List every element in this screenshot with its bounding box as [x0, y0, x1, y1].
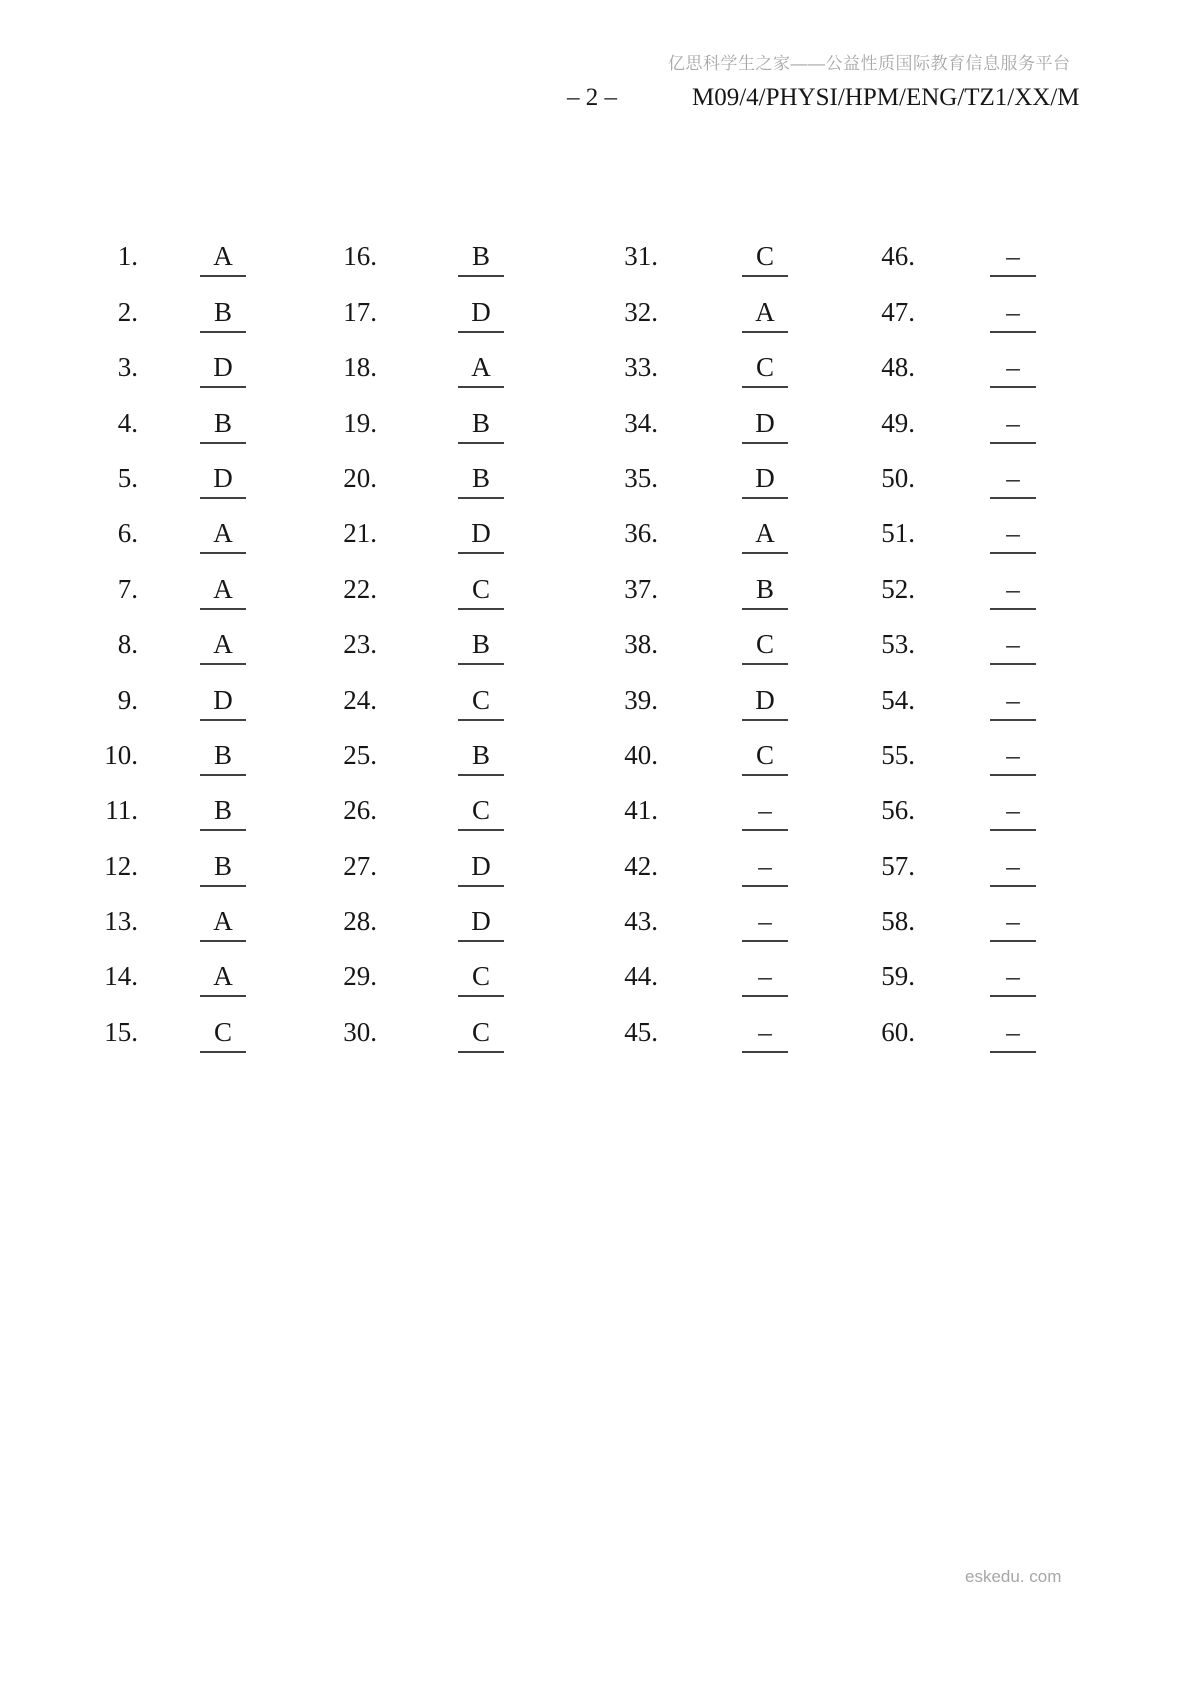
- question-number: 13.: [104, 906, 138, 937]
- answer-cell: [608, 222, 865, 277]
- question-number: 28.: [343, 906, 377, 937]
- answer-value: –: [990, 685, 1036, 721]
- question-number: 35.: [624, 462, 658, 493]
- question-number: 12.: [104, 850, 138, 881]
- question-number: 33.: [624, 352, 658, 383]
- answer-table-row: [86, 942, 1036, 997]
- answer-cell: [608, 277, 865, 332]
- question-number: 47.: [881, 296, 915, 327]
- answer-value: –: [990, 740, 1036, 776]
- answer-table: [86, 222, 1036, 1053]
- answer-table-row: [86, 333, 1036, 388]
- question-number: 26.: [343, 795, 377, 826]
- answer-cell: [865, 499, 1036, 554]
- question-number: 32.: [624, 296, 658, 327]
- question-number: 60.: [881, 1016, 915, 1047]
- answer-value: –: [990, 574, 1036, 610]
- answer-value: A: [742, 297, 788, 333]
- answer-cell: [86, 499, 327, 554]
- answer-cell: [865, 887, 1036, 942]
- question-number: 20.: [343, 462, 377, 493]
- answer-value: A: [458, 352, 504, 388]
- question-number: 9.: [117, 684, 138, 715]
- question-number: 52.: [881, 573, 915, 604]
- question-number: 1.: [117, 241, 138, 272]
- answer-value: B: [200, 297, 246, 333]
- question-number: 22.: [343, 573, 377, 604]
- answer-value: A: [200, 574, 246, 610]
- answer-value: D: [458, 851, 504, 887]
- question-number: 10.: [104, 739, 138, 770]
- answer-value: D: [200, 463, 246, 499]
- answer-value: –: [990, 906, 1036, 942]
- answer-value: D: [742, 463, 788, 499]
- answer-cell: [86, 831, 327, 886]
- answer-value: C: [458, 961, 504, 997]
- answer-cell: [327, 499, 608, 554]
- answer-cell: [327, 444, 608, 499]
- answer-table-row: [86, 610, 1036, 665]
- answer-value: B: [742, 574, 788, 610]
- question-number: 43.: [624, 906, 658, 937]
- answer-value: –: [742, 906, 788, 942]
- answer-value: D: [200, 352, 246, 388]
- answer-cell: [865, 665, 1036, 720]
- answer-value: B: [458, 408, 504, 444]
- answer-value: A: [200, 906, 246, 942]
- question-number: 42.: [624, 850, 658, 881]
- question-number: 51.: [881, 518, 915, 549]
- answer-value: C: [458, 1017, 504, 1053]
- answer-table-row: [86, 887, 1036, 942]
- answer-cell: [86, 887, 327, 942]
- question-number: 2.: [117, 296, 138, 327]
- answer-cell: [86, 554, 327, 609]
- answer-cell: [327, 776, 608, 831]
- question-number: 7.: [117, 573, 138, 604]
- answer-table-row: [86, 499, 1036, 554]
- answer-value: A: [200, 961, 246, 997]
- answer-cell: [86, 942, 327, 997]
- answer-cell: [327, 887, 608, 942]
- question-number: 59.: [881, 961, 915, 992]
- question-number: 54.: [881, 684, 915, 715]
- question-number: 55.: [881, 739, 915, 770]
- answer-cell: [86, 610, 327, 665]
- question-number: 41.: [624, 795, 658, 826]
- answer-value: A: [200, 518, 246, 554]
- answer-value: D: [458, 297, 504, 333]
- answer-value: C: [742, 241, 788, 277]
- question-number: 56.: [881, 795, 915, 826]
- footer-site-watermark: eskedu. com: [965, 1567, 1062, 1586]
- answer-value: C: [742, 629, 788, 665]
- answer-value: –: [742, 961, 788, 997]
- answer-cell: [608, 665, 865, 720]
- answer-cell: [327, 222, 608, 277]
- question-number: 15.: [104, 1016, 138, 1047]
- answer-cell: [327, 610, 608, 665]
- question-number: 25.: [343, 739, 377, 770]
- answer-cell: [865, 721, 1036, 776]
- answer-table-row: [86, 776, 1036, 831]
- answer-cell: [327, 721, 608, 776]
- answer-cell: [327, 277, 608, 332]
- answer-cell: [865, 333, 1036, 388]
- answer-value: D: [458, 906, 504, 942]
- answer-table-row: [86, 997, 1036, 1052]
- question-number: 37.: [624, 573, 658, 604]
- answer-value: B: [200, 740, 246, 776]
- question-number: 19.: [343, 407, 377, 438]
- answer-cell: [865, 554, 1036, 609]
- answer-table-row: [86, 444, 1036, 499]
- answer-table-row: [86, 388, 1036, 443]
- answer-value: –: [990, 1017, 1036, 1053]
- answer-value: C: [458, 795, 504, 831]
- answer-value: B: [458, 463, 504, 499]
- answer-value: –: [990, 629, 1036, 665]
- answer-table-row: [86, 665, 1036, 720]
- question-number: 44.: [624, 961, 658, 992]
- answer-value: –: [742, 851, 788, 887]
- answer-value: D: [742, 685, 788, 721]
- question-number: 53.: [881, 629, 915, 660]
- question-number: 58.: [881, 906, 915, 937]
- answer-value: –: [990, 795, 1036, 831]
- question-number: 34.: [624, 407, 658, 438]
- answer-cell: [327, 388, 608, 443]
- answer-cell: [865, 776, 1036, 831]
- answer-cell: [608, 388, 865, 443]
- answer-cell: [608, 721, 865, 776]
- question-number: 31.: [624, 241, 658, 272]
- answer-value: –: [990, 241, 1036, 277]
- question-number: 3.: [117, 352, 138, 383]
- answer-value: A: [200, 629, 246, 665]
- answer-value: D: [742, 408, 788, 444]
- answer-table-row: [86, 721, 1036, 776]
- answer-value: –: [990, 851, 1036, 887]
- question-number: 36.: [624, 518, 658, 549]
- answer-cell: [608, 887, 865, 942]
- answer-cell: [608, 831, 865, 886]
- answer-cell: [327, 997, 608, 1052]
- answer-cell: [608, 776, 865, 831]
- answer-cell: [86, 277, 327, 332]
- answer-value: –: [990, 518, 1036, 554]
- answer-value: B: [458, 241, 504, 277]
- answer-value: B: [200, 408, 246, 444]
- answer-value: B: [200, 795, 246, 831]
- question-number: 29.: [343, 961, 377, 992]
- answer-value: B: [200, 851, 246, 887]
- question-number: 50.: [881, 462, 915, 493]
- answer-cell: [86, 388, 327, 443]
- answer-cell: [327, 665, 608, 720]
- answer-value: C: [742, 740, 788, 776]
- question-number: 45.: [624, 1016, 658, 1047]
- answer-value: –: [990, 408, 1036, 444]
- exam-code: M09/4/PHYSI/HPM/ENG/TZ1/XX/M: [692, 84, 1080, 111]
- answer-cell: [608, 554, 865, 609]
- answer-value: B: [458, 740, 504, 776]
- question-number: 48.: [881, 352, 915, 383]
- answer-value: –: [990, 463, 1036, 499]
- answer-cell: [327, 333, 608, 388]
- answer-cell: [865, 997, 1036, 1052]
- question-number: 49.: [881, 407, 915, 438]
- question-number: 46.: [881, 241, 915, 272]
- answer-value: C: [742, 352, 788, 388]
- answer-value: C: [200, 1017, 246, 1053]
- question-number: 23.: [343, 629, 377, 660]
- answer-cell: [86, 665, 327, 720]
- question-number: 8.: [117, 629, 138, 660]
- answer-value: D: [200, 685, 246, 721]
- answer-cell: [86, 721, 327, 776]
- answer-value: C: [458, 574, 504, 610]
- answer-cell: [608, 333, 865, 388]
- answer-value: B: [458, 629, 504, 665]
- question-number: 30.: [343, 1016, 377, 1047]
- question-number: 14.: [104, 961, 138, 992]
- question-number: 39.: [624, 684, 658, 715]
- answer-cell: [608, 499, 865, 554]
- header-site-watermark: 亿思科学生之家——公益性质国际教育信息服务平台: [668, 54, 1071, 73]
- answer-cell: [608, 610, 865, 665]
- answer-value: A: [742, 518, 788, 554]
- answer-cell: [865, 610, 1036, 665]
- answer-cell: [86, 222, 327, 277]
- question-number: 27.: [343, 850, 377, 881]
- answer-cell: [86, 333, 327, 388]
- answer-table-row: [86, 277, 1036, 332]
- answer-value: –: [990, 352, 1036, 388]
- answer-cell: [865, 444, 1036, 499]
- question-number: 6.: [117, 518, 138, 549]
- answer-cell: [608, 942, 865, 997]
- answer-cell: [327, 942, 608, 997]
- answer-cell: [608, 997, 865, 1052]
- question-number: 16.: [343, 241, 377, 272]
- question-number: 21.: [343, 518, 377, 549]
- answer-cell: [608, 444, 865, 499]
- answer-value: –: [742, 1017, 788, 1053]
- question-number: 17.: [343, 296, 377, 327]
- answer-cell: [865, 831, 1036, 886]
- answer-cell: [86, 444, 327, 499]
- answer-cell: [865, 277, 1036, 332]
- page-number: – 2 –: [567, 84, 617, 111]
- answer-cell: [327, 554, 608, 609]
- question-number: 24.: [343, 684, 377, 715]
- answer-cell: [865, 388, 1036, 443]
- question-number: 11.: [105, 795, 138, 826]
- question-number: 38.: [624, 629, 658, 660]
- answer-value: –: [990, 297, 1036, 333]
- answer-value: –: [990, 961, 1036, 997]
- question-number: 4.: [117, 407, 138, 438]
- answer-cell: [865, 222, 1036, 277]
- answer-cell: [327, 831, 608, 886]
- question-number: 18.: [343, 352, 377, 383]
- answer-value: –: [742, 795, 788, 831]
- answer-cell: [86, 997, 327, 1052]
- answer-table-row: [86, 554, 1036, 609]
- answer-table-row: [86, 222, 1036, 277]
- question-number: 40.: [624, 739, 658, 770]
- answer-value: C: [458, 685, 504, 721]
- answer-cell: [86, 776, 327, 831]
- answer-table-row: [86, 831, 1036, 886]
- question-number: 5.: [117, 462, 138, 493]
- question-number: 57.: [881, 850, 915, 881]
- answer-value: D: [458, 518, 504, 554]
- answer-cell: [865, 942, 1036, 997]
- answer-value: A: [200, 241, 246, 277]
